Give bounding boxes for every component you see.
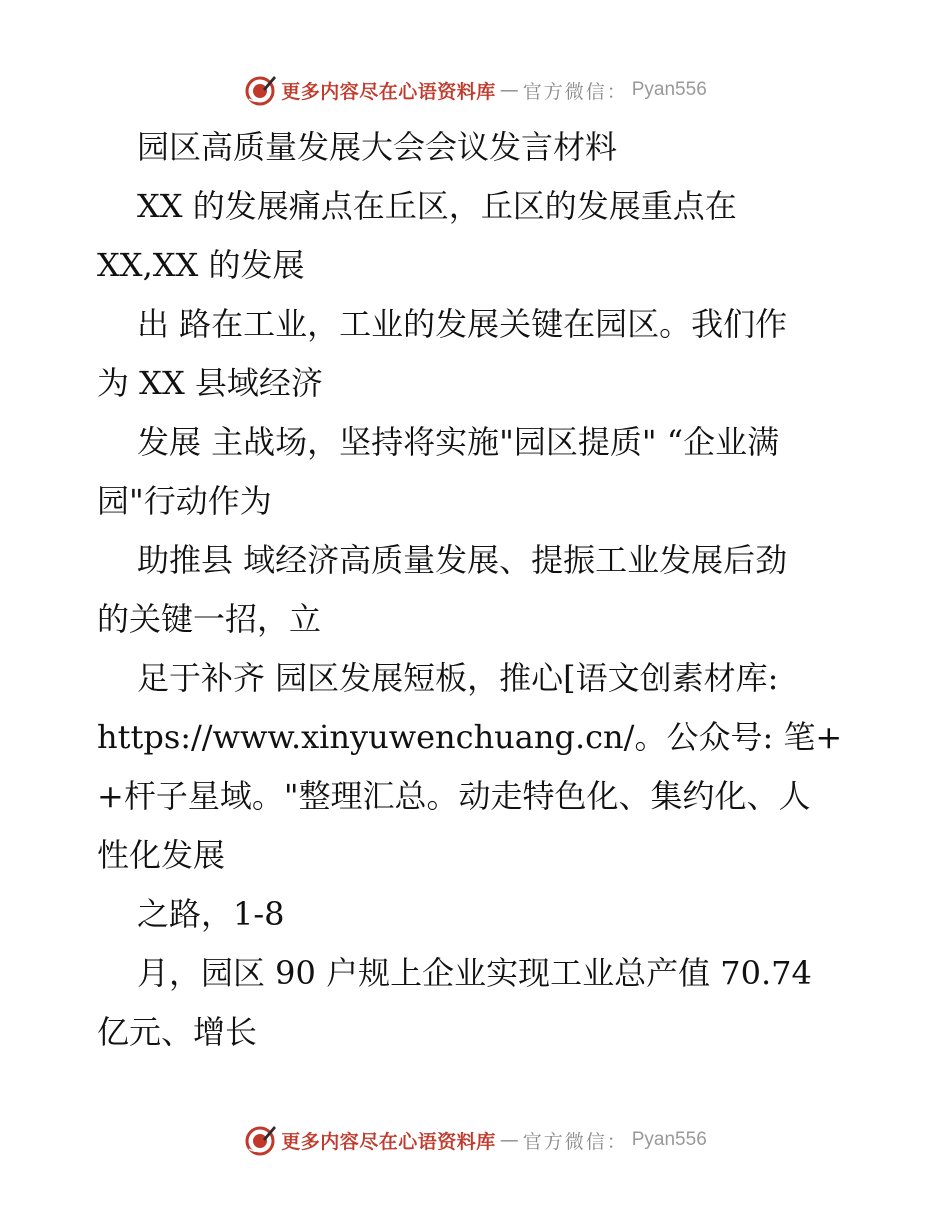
text-line: 足于补齐 园区发展短板，推心[语文创素材库: [137,659,779,697]
text-line: XX 的发展痛点在丘区，丘区的发展重点在 [137,187,737,225]
text-line: 发展 主战场，坚持将实施"园区提质" “企业满 [137,423,780,461]
text-line: XX,XX 的发展 [97,246,305,284]
quill-seal-icon [243,1123,277,1157]
quill-seal-icon [243,73,277,107]
text-line: 出 路在工业，工业的发展关键在园区。我们作 [137,305,788,343]
banner-title: 更多内容尽在心语资料库 [281,1130,496,1153]
banner-wechat-id: Pyan556 [631,1129,707,1150]
document-body [97,118,857,1062]
header-banner [0,70,950,110]
banner-content [243,73,707,107]
banner-wechat-label: 官方微信： [522,1130,628,1153]
text-line: 为 XX 县域经济 [97,364,323,402]
text-line: 性化发展 [97,836,226,874]
text-line: 月，园区 90 户规上企业实现工业总产值 70.74 [137,954,812,992]
banner-wechat-label: 官方微信： [522,80,628,103]
text-line: 亿元、增长 [97,1013,258,1051]
document-title: 园区高质量发展大会会议发言材料 [137,128,618,166]
banner-title: 更多内容尽在心语资料库 [281,80,496,103]
banner-wechat-id: Pyan556 [631,79,707,100]
banner-dash: — [499,1129,519,1151]
text-line: +杆子星域。"整理汇总。动走特色化、集约化、人 [97,777,811,815]
text-line: 助推县 域经济高质量发展、提振工业发展后劲 [137,541,788,579]
text-line: 园"行动作为 [97,482,272,520]
text-line: 的关键一招，立 [97,600,322,638]
banner-dash: — [499,79,519,101]
footer-banner [0,1120,950,1160]
text-line: https://www.xinyuwenchuang.cn/。公众号: 笔+ [97,718,843,756]
banner-content [243,1123,707,1157]
text-line: 之路，1-8 [137,895,285,933]
